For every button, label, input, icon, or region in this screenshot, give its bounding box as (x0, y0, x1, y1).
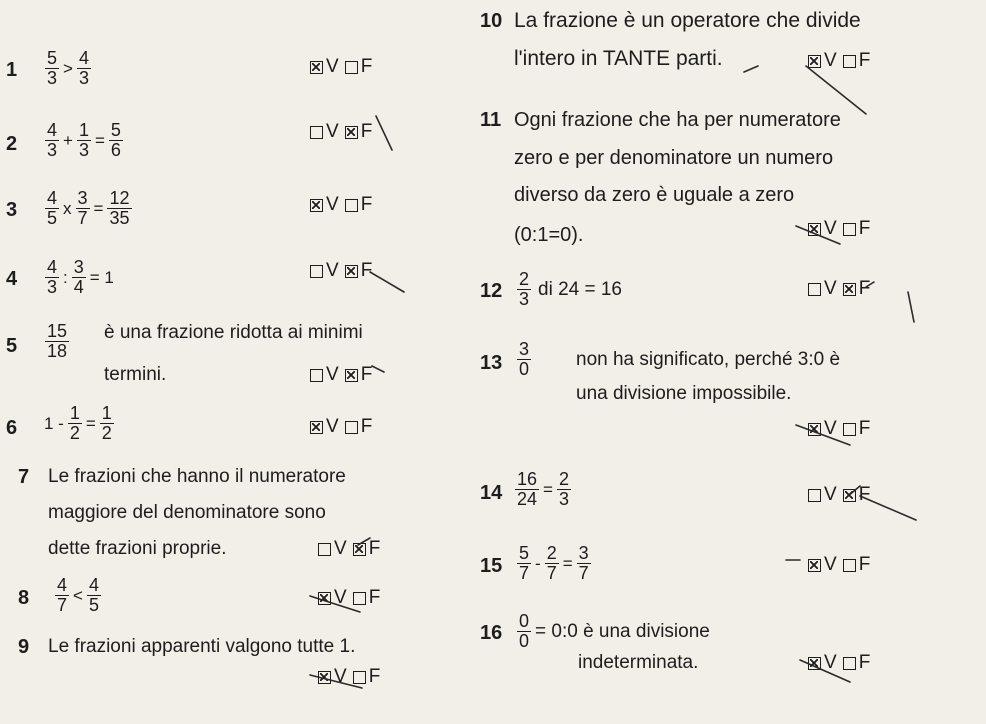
item-13-text-line2: una divisione impossibile. (576, 383, 792, 404)
item-1-number: 1 (6, 59, 18, 81)
option-label: V (824, 278, 837, 299)
checked-checkbox[interactable] (318, 671, 331, 684)
option-label: V (326, 56, 339, 77)
item-13-answer (808, 418, 870, 440)
item-7-text-line2: maggiore del denominatore sono (48, 502, 326, 523)
checkbox[interactable] (843, 657, 856, 670)
item-4-answer (310, 260, 372, 282)
checked-checkbox[interactable] (808, 55, 821, 68)
checkbox[interactable] (808, 489, 821, 502)
checked-checkbox[interactable] (808, 223, 821, 236)
option-label: V (824, 418, 837, 439)
item-3-number: 3 (6, 199, 18, 221)
checkbox[interactable] (345, 199, 358, 212)
option-true[interactable] (808, 418, 837, 440)
checked-checkbox[interactable] (345, 126, 358, 139)
option-label: V (326, 121, 339, 142)
option-label: F (368, 666, 381, 687)
option-label: V (334, 587, 347, 608)
checked-checkbox[interactable] (310, 199, 323, 212)
item-2-answer (310, 121, 372, 143)
item-16-answer (808, 652, 870, 674)
option-label: F (360, 416, 373, 437)
item-4-expression: $\frac{4}{3}$ : $\frac{3}{4}$ = 1 (47, 257, 114, 297)
option-true[interactable] (808, 652, 837, 674)
pencil-mark (376, 116, 392, 150)
item-7-answer (318, 538, 380, 560)
option-true[interactable] (310, 260, 339, 282)
option-label: F (858, 278, 871, 299)
option-label: V (334, 666, 347, 687)
option-true[interactable] (318, 666, 347, 688)
checked-checkbox[interactable] (345, 265, 358, 278)
checkbox[interactable] (345, 61, 358, 74)
option-label: V (326, 194, 339, 215)
pencil-mark (370, 272, 404, 292)
option-label: V (824, 50, 837, 71)
option-true[interactable] (808, 484, 837, 506)
option-false[interactable] (843, 278, 871, 300)
checkbox[interactable] (310, 126, 323, 139)
item-6-answer (310, 416, 372, 438)
item-2-expression: $\frac{4}{3}$ + $\frac{1}{3}$ = $\frac{5}{6}$ (47, 120, 121, 160)
checked-checkbox[interactable] (808, 559, 821, 572)
option-false[interactable] (843, 652, 871, 674)
option-true[interactable] (310, 364, 339, 386)
checkbox[interactable] (310, 265, 323, 278)
option-true[interactable] (310, 56, 339, 78)
item-10-answer (808, 50, 870, 72)
item-8-number: 8 (18, 587, 30, 609)
item-5-fraction: $\frac{15}{18}$ (47, 321, 68, 361)
option-label: V (824, 554, 837, 575)
item-10-text-line1: La frazione è un operatore che divide (514, 9, 861, 32)
pencil-mark (744, 66, 758, 72)
item-16-number: 16 (480, 622, 503, 644)
option-true[interactable] (310, 416, 339, 438)
option-label: V (326, 416, 339, 437)
option-label: F (368, 587, 381, 608)
checked-checkbox[interactable] (345, 369, 358, 382)
option-label: F (858, 418, 871, 439)
option-false[interactable] (843, 484, 871, 506)
checkbox[interactable] (318, 543, 331, 556)
item-6-expression: 1 - $\frac{1}{2}$ = $\frac{1}{2}$ (44, 403, 112, 443)
item-5-number: 5 (6, 335, 18, 357)
option-label: F (360, 121, 373, 142)
checkbox[interactable] (843, 55, 856, 68)
item-10-number: 10 (480, 10, 503, 32)
option-label: V (334, 538, 347, 559)
item-9-number: 9 (18, 636, 30, 658)
checked-checkbox[interactable] (808, 423, 821, 436)
option-label: F (858, 484, 871, 505)
checked-checkbox[interactable] (310, 421, 323, 434)
item-4-number: 4 (6, 268, 18, 290)
checked-checkbox[interactable] (310, 61, 323, 74)
item-2-number: 2 (6, 133, 18, 155)
item-7-text-line3: dette frazioni proprie. (48, 538, 227, 559)
option-label: V (326, 364, 339, 385)
checkbox[interactable] (345, 421, 358, 434)
item-7-text-line1: Le frazioni che hanno il numeratore (48, 466, 346, 487)
item-12-answer (808, 278, 870, 300)
pencil-mark (372, 366, 384, 372)
pencil-mark (908, 292, 914, 322)
option-false[interactable] (345, 56, 373, 78)
option-label: F (858, 554, 871, 575)
option-true[interactable] (808, 50, 837, 72)
option-label: F (858, 50, 871, 71)
checked-checkbox[interactable] (808, 657, 821, 670)
item-3-answer (310, 194, 372, 216)
item-9-text-line1: Le frazioni apparenti valgono tutte 1. (48, 636, 356, 657)
item-15-number: 15 (480, 555, 503, 577)
checked-checkbox[interactable] (843, 489, 856, 502)
item-10-text-line2: l'intero in TANTE parti. (514, 47, 723, 70)
option-true[interactable] (310, 194, 339, 216)
option-label: F (858, 218, 871, 239)
option-label: F (360, 364, 373, 385)
option-true[interactable] (808, 278, 837, 300)
item-11-text-line4: (0:1=0). (514, 224, 584, 246)
item-6-number: 6 (6, 417, 18, 439)
option-false[interactable] (843, 50, 871, 72)
item-15-expression: $\frac{5}{7}$ - $\frac{2}{7}$ = $\frac{3}{7}$ (519, 543, 589, 583)
checked-checkbox[interactable] (843, 283, 856, 296)
option-false[interactable] (345, 416, 373, 438)
checkbox[interactable] (310, 369, 323, 382)
item-13-text-line1: non ha significato, perché 3:0 è (576, 349, 841, 370)
option-label: V (326, 260, 339, 281)
option-label: F (368, 538, 381, 559)
checkbox[interactable] (843, 559, 856, 572)
item-12-number: 12 (480, 280, 503, 302)
item-13-number: 13 (480, 352, 503, 374)
option-label: F (360, 194, 373, 215)
item-16-text-line2: indeterminata. (578, 652, 699, 673)
item-16-expression: $\frac{0}{0}$ = 0:0 è una divisione (519, 611, 710, 651)
fraction: $\frac{4}{3}$ (78, 48, 89, 88)
checkbox[interactable] (808, 283, 821, 296)
item-14-number: 14 (480, 482, 503, 504)
item-3-expression: $\frac{4}{5}$ x $\frac{3}{7}$ = $\frac{12}{35}$ (47, 188, 130, 228)
option-false[interactable] (345, 194, 373, 216)
pencil-mark (806, 66, 866, 114)
item-11-number: 11 (480, 109, 502, 131)
item-1-expression: $\frac{5}{3}$ > $\frac{4}{3}$ (47, 48, 89, 88)
item-5-text-line1: è una frazione ridotta ai minimi (104, 322, 363, 343)
checkbox[interactable] (843, 423, 856, 436)
option-false[interactable] (843, 554, 871, 576)
item-14-answer (808, 484, 870, 506)
item-12-expression: $\frac{2}{3}$ di 24 = 16 (519, 269, 623, 309)
item-13-fraction: $\frac{3}{0}$ (519, 339, 530, 379)
item-15-answer (808, 554, 870, 576)
checkbox[interactable] (353, 671, 366, 684)
option-label: F (858, 652, 871, 673)
option-false[interactable] (345, 364, 373, 386)
item-5-text-line2: termini. (104, 364, 167, 385)
item-11-text-line3: diverso da zero è uguale a zero (514, 184, 795, 206)
item-11-text-line2: zero e per denominatore un numero (514, 147, 834, 169)
item-8-expression: $\frac{4}{7}$ < $\frac{4}{5}$ (57, 575, 99, 615)
option-false[interactable] (345, 121, 373, 143)
option-false[interactable] (843, 218, 871, 240)
item-5-answer (310, 364, 372, 386)
checked-checkbox[interactable] (318, 592, 331, 605)
fraction: $\frac{5}{3}$ (47, 48, 58, 88)
option-label: V (824, 652, 837, 673)
option-true[interactable] (318, 587, 347, 609)
option-true[interactable] (318, 538, 347, 560)
option-false[interactable] (353, 587, 381, 609)
item-1-answer (310, 56, 372, 78)
item-11-text-line1: Ogni frazione che ha per numeratore (514, 109, 841, 131)
checkbox[interactable] (353, 592, 366, 605)
option-false[interactable] (843, 418, 871, 440)
option-true[interactable] (310, 121, 339, 143)
option-true[interactable] (808, 218, 837, 240)
item-11-answer (808, 218, 870, 240)
item-14-expression: $\frac{16}{24}$ = $\frac{2}{3}$ (517, 469, 569, 509)
option-true[interactable] (808, 554, 837, 576)
item-8-answer (318, 587, 380, 609)
option-false[interactable] (353, 666, 381, 688)
option-label: F (360, 260, 373, 281)
option-false[interactable] (353, 538, 381, 560)
checked-checkbox[interactable] (353, 543, 366, 556)
option-label: V (824, 218, 837, 239)
option-label: V (824, 484, 837, 505)
item-9-answer (318, 666, 380, 688)
option-false[interactable] (345, 260, 373, 282)
option-label: F (360, 56, 373, 77)
checkbox[interactable] (843, 223, 856, 236)
item-7-number: 7 (18, 466, 30, 488)
